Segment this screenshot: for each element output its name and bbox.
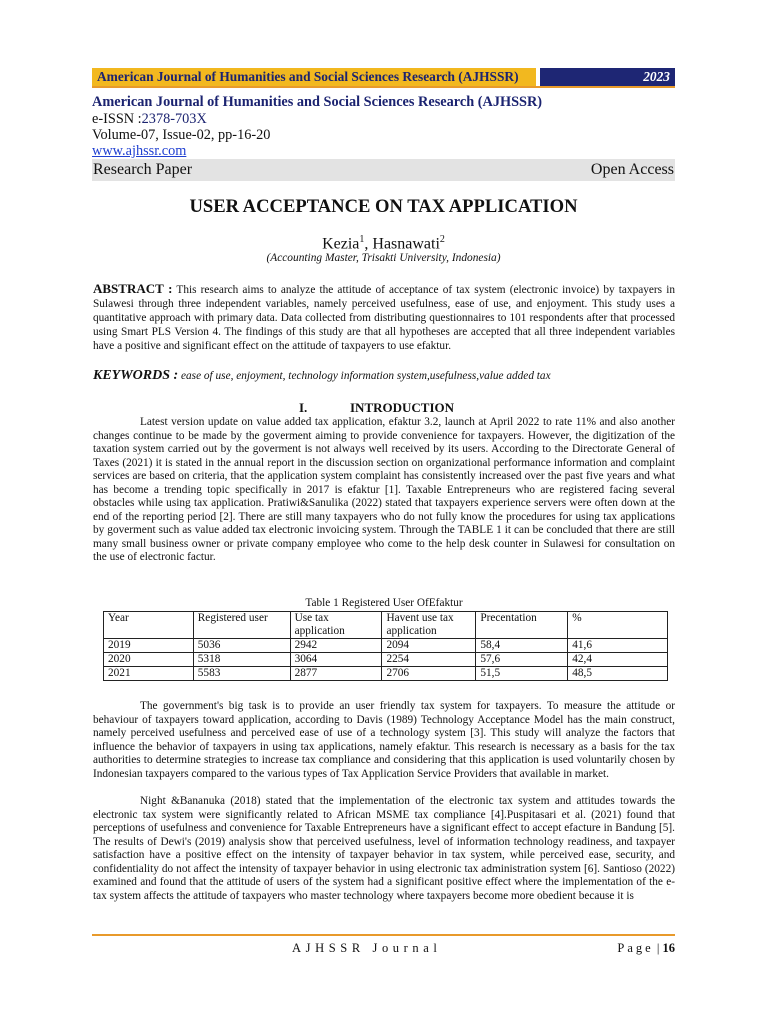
keywords [93, 368, 675, 384]
table-cell: 41,6 [568, 639, 668, 653]
section-number: I. [299, 400, 308, 415]
table-cell: 2019 [104, 639, 194, 653]
author-affiliation-mark: 2 [439, 234, 445, 245]
table-cell: 42,4 [568, 653, 668, 667]
registered-user-table [103, 611, 668, 681]
journal-name: American Journal of Humanities and Social Sciences Research (AJHSSR) [92, 94, 543, 110]
abstract [93, 282, 675, 353]
table-header-row [104, 612, 668, 639]
journal-banner [92, 68, 675, 88]
author-separator: , [364, 235, 373, 253]
journal-header [92, 94, 675, 159]
table-cell: 5318 [193, 653, 290, 667]
issn-label: e-ISSN : [92, 111, 142, 127]
banner-journal-name: American Journal of Humanities and Social Sciences Research (AJHSSR) [92, 68, 536, 86]
table-cell: 2094 [382, 639, 476, 653]
author-name: Hasnawati [372, 235, 440, 253]
body-paragraph: Latest version update on value added tax application, efaktur 3.2, launch at April 2022 to rate 11% and also another changes continue to be made by the goverment aiming to provide convenience for taxpayers. However, the digitization of the taxation system carried out by the goverment is not always well received by its users. According to the Directorate General of Taxes (2021) it is stated in the annual report in the discussion section on organizational performance information and complaint services are based on criteria, that the application system complaint has consistently increased over the past five years and what has become a trending topic specifically in 2017 is efaktur [1]. Taxable Entrepreneurs who are registered facing several obstacles while using tax application. Pratiwi&Sanulika (2022) stated that taxpayers experience servers were often down at the end of the reporting period [2]. There are still many taxpayers who do not fully know the procedures for using tax applications by goverment such as value added tax electronic invoicing system. Through the TABLE 1 it can be concluded that there are still many small business owner or private company employee who come to the help desk counter in Sulawesi for consultation on the use of electronic factur. [93, 416, 675, 563]
table-cell: 2706 [382, 667, 476, 681]
volume-line: Volume-07, Issue-02, pp-16-20 [92, 127, 271, 143]
open-access-label: Open Access [590, 161, 674, 178]
table-header-cell: Year [104, 612, 194, 639]
keywords-label: KEYWORDS : [93, 368, 179, 383]
table-cell: 51,5 [476, 667, 568, 681]
page-separator: | [653, 941, 663, 955]
paper-type-bar [92, 159, 675, 181]
abstract-text: This research aims to analyze the attitude of acceptance of tax system (electronic invoice) by taxpayers in Sulawesi through three independent variables, namely perceived usefulness, ease of use, and enjoyment. This study uses a quantitative approach with primary data. Data collected from distributing questionnaires to 101 respondents after that processed using Smart PLS Version 4. The findings of this study are that all hypotheses are accepted that all three independent variables have a positive and significant effect on the attitude of taxpayers to use efaktur. [93, 284, 675, 352]
table-header-cell: Use tax application [290, 612, 382, 639]
table-header-cell: Precentation [476, 612, 568, 639]
table-row [104, 653, 668, 667]
footer-journal: AJHSSR Journal [292, 941, 442, 955]
page-number: 16 [662, 941, 675, 955]
paper-title: USER ACCEPTANCE ON TAX APPLICATION [189, 196, 578, 217]
body-paragraph: The government's big task is to provide an user friendly tax system for taxpayers. To measure the attitude or behaviour of taxpayers toward application, according to Davis (1989) Technology Acceptance Model has the main construct, namely perceived usefulness and perceived ease of use of a technology system [3]. This study will analyze the factors that influence the behavior of taxpayers in using tax applications, namely efaktur. This research is necessary as a basis for the tax authorities to determine strategies to increase tax compliance and considering that this application is used voluntarily chosen by Indonesian taxpayers compared to the various types of Tax Application Service Providers that available in market. [93, 700, 675, 780]
issn-value: 2378-703X [141, 111, 207, 127]
banner-year: 2023 [540, 68, 675, 86]
website-link[interactable]: www.ajhssr.com [92, 143, 187, 159]
table-cell: 5583 [193, 667, 290, 681]
paper-type: Research Paper [93, 161, 193, 178]
table-cell: 2877 [290, 667, 382, 681]
section-title: INTRODUCTION [350, 400, 455, 415]
table-cell: 3064 [290, 653, 382, 667]
table-cell: 5036 [193, 639, 290, 653]
table-row [104, 667, 668, 681]
table-row [104, 639, 668, 653]
page-label: Page [617, 941, 654, 955]
issn-line [92, 111, 675, 127]
table-cell: 2020 [104, 653, 194, 667]
abstract-label: ABSTRACT : [93, 281, 173, 296]
table-cell: 2942 [290, 639, 382, 653]
author-affiliation-mark: 1 [359, 234, 365, 245]
body-paragraph: Night &Bananuka (2018) stated that the implementation of the electronic tax system and attitudes towards the electronic tax system were significantly related to African MSME tax compliance [4].Puspitasari et al. (2021) found that perceptions of usefulness and convenience for Taxable Entrepreneurs have a significant effect to accept efacture in Bandung [5]. The results of Dewi's (2019) analysis show that perceived usefulness, level of information technology readiness, and taxpayer satisfaction have a positive effect on the intensity of taxpayer behavior in tax system, while perceived ease, security, and confidentiality do not affect the intensity of taxpayer behavior in using electronic tax administration system [6]. Santioso (2022) examined and found that the attitude of users of the system had a significant positive effect where the implementation of the e-tax system affects the attitude of taxpayers who master technology where taxpayers become more obedient because it is [93, 795, 675, 902]
table-cell: 58,4 [476, 639, 568, 653]
section-heading [93, 400, 675, 415]
footer-rule [92, 934, 675, 936]
table-header-cell: Registered user [193, 612, 290, 639]
table-cell: 2254 [382, 653, 476, 667]
website-line [92, 143, 675, 159]
table-cell: 48,5 [568, 667, 668, 681]
affiliation: (Accounting Master, Trisakti University, Indonesia) [266, 252, 501, 264]
table-header-cell: Havent use tax application [382, 612, 476, 639]
footer-page-number [617, 940, 675, 956]
keywords-text: ease of use, enjoyment, technology information system,usefulness,value added tax [178, 370, 551, 382]
table-cell: 57,6 [476, 653, 568, 667]
author-name: Kezia [322, 235, 360, 253]
table-header-cell: % [568, 612, 668, 639]
table-caption: Table 1 Registered User OfEfaktur [305, 597, 463, 609]
table-cell: 2021 [104, 667, 194, 681]
